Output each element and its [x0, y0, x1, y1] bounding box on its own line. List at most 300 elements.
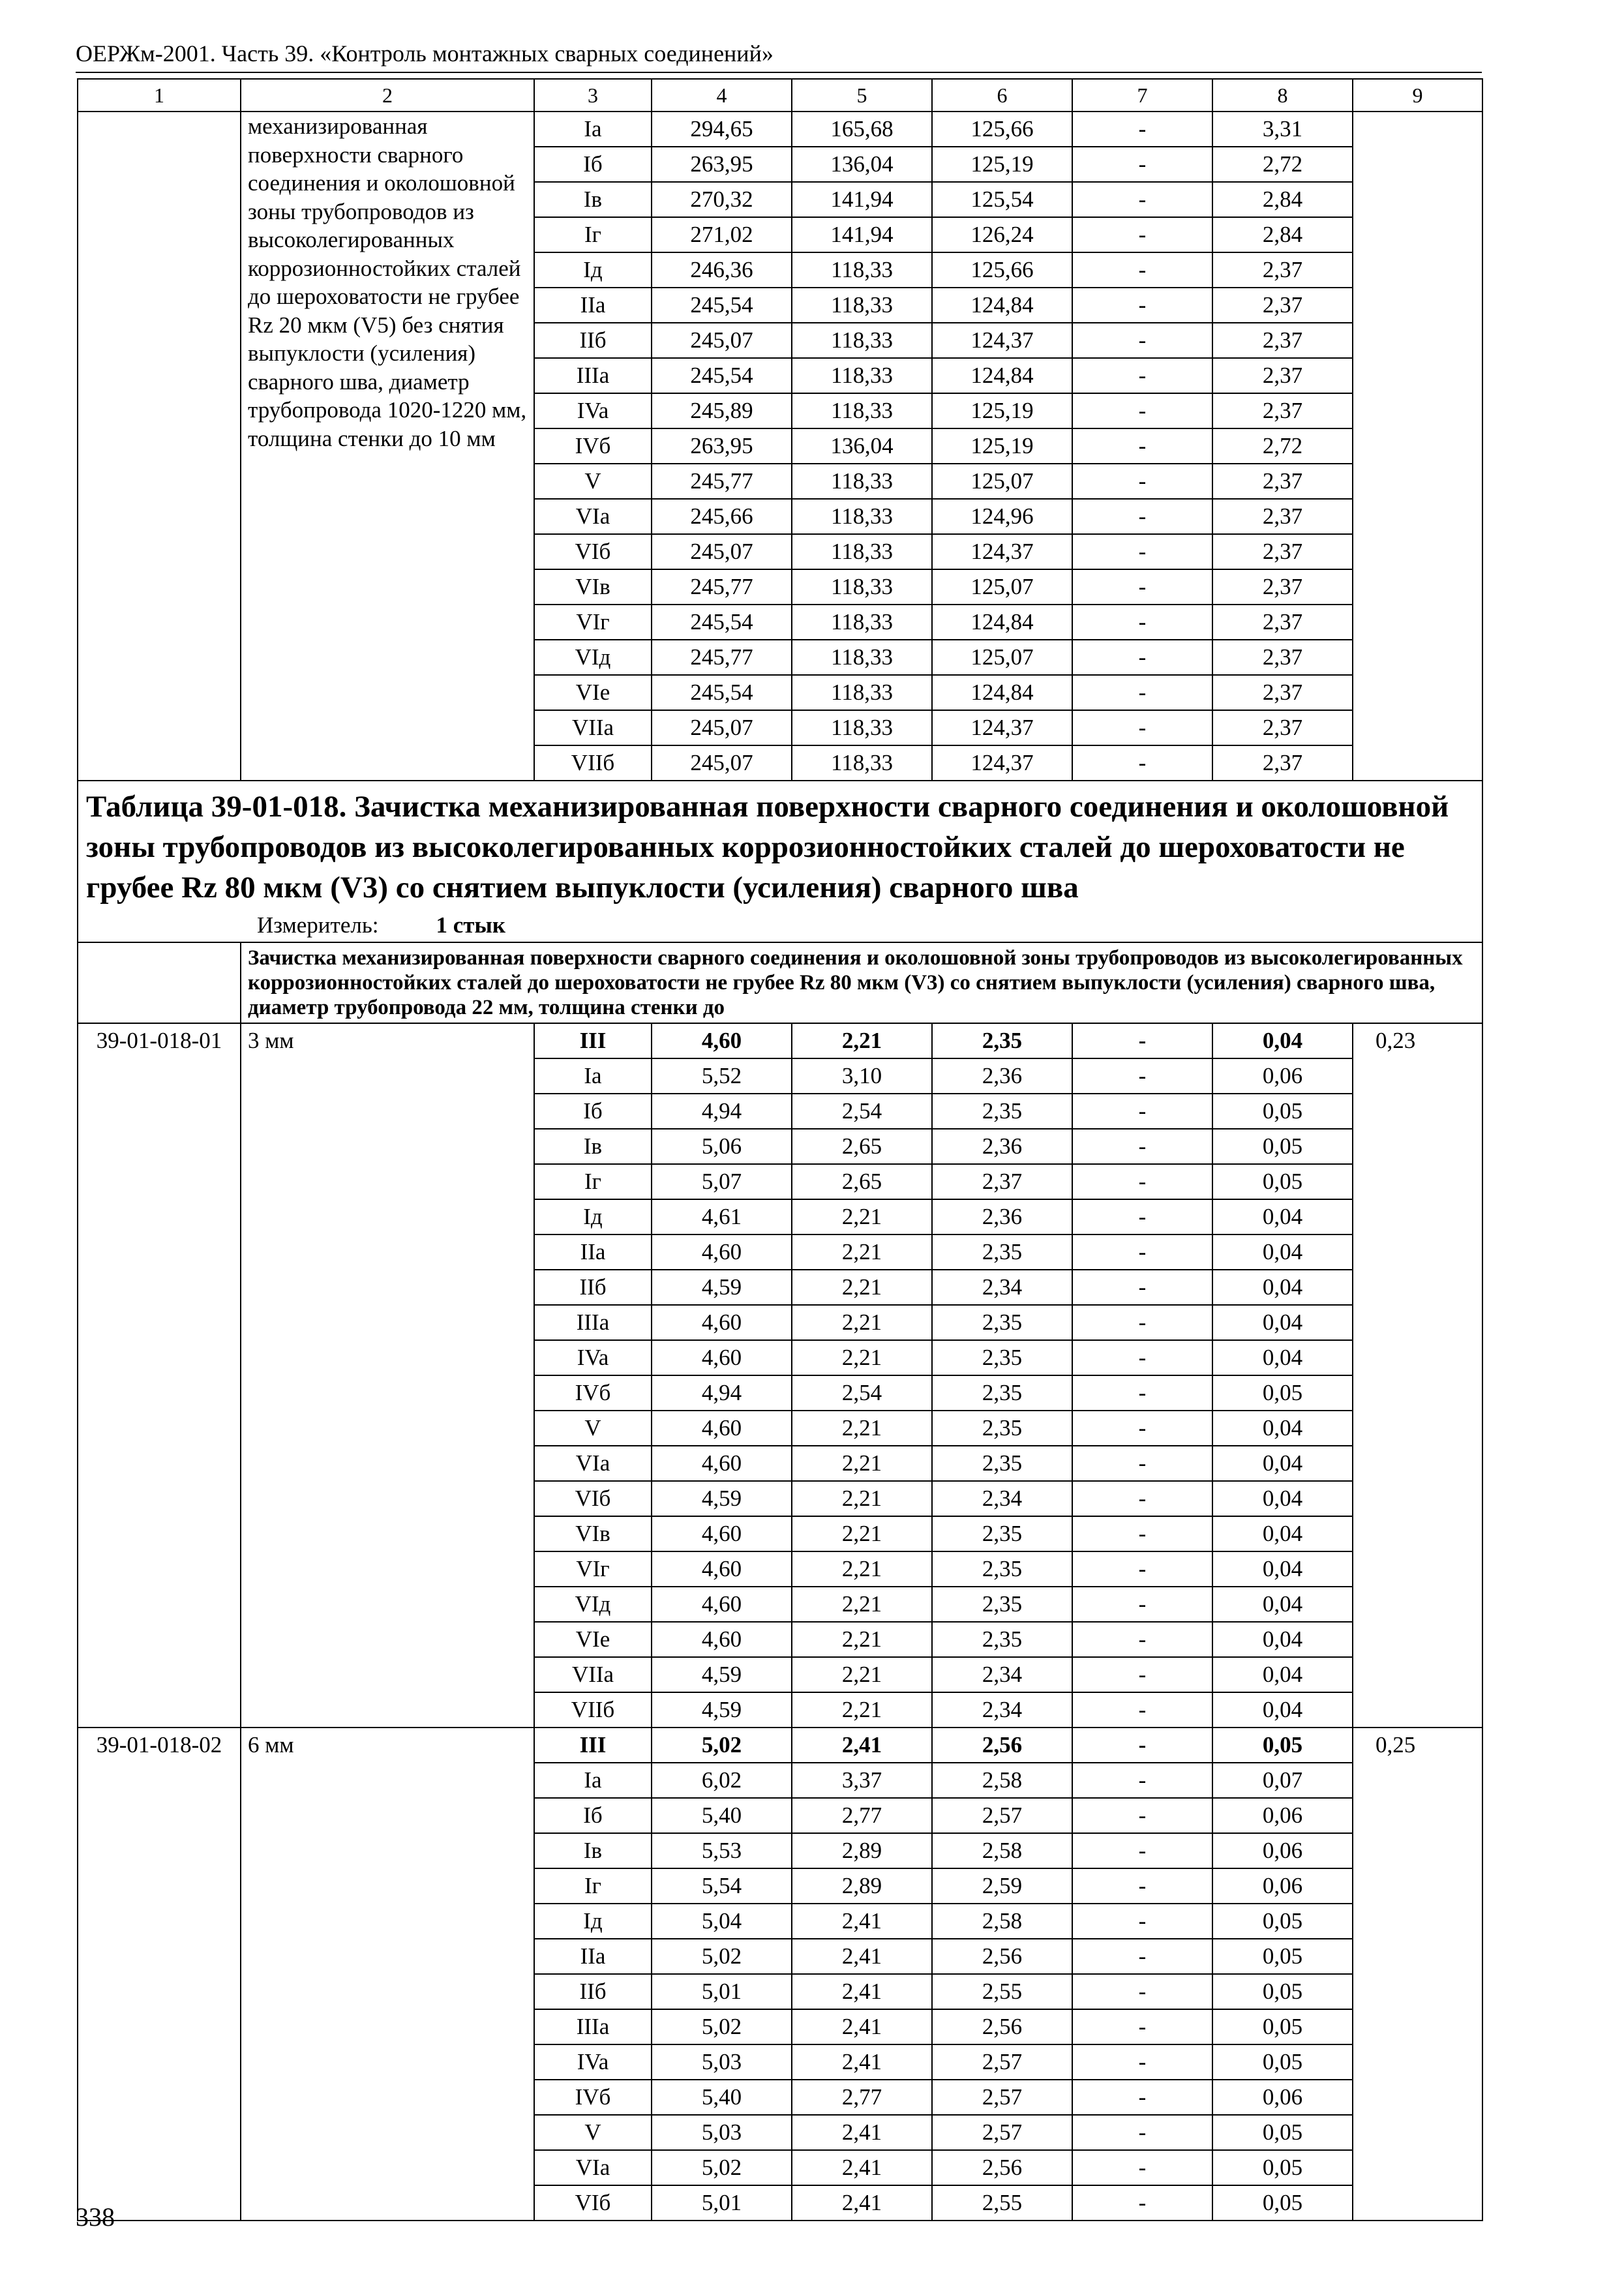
- operator-wage: -: [1072, 1622, 1212, 1657]
- column-number-row: [78, 79, 1482, 112]
- total-cost: 5,01: [652, 2185, 792, 2221]
- resource-code: IVa: [534, 1340, 652, 1375]
- material-cost: 0,05: [1212, 2150, 1353, 2185]
- machine-cost: 125,54: [932, 182, 1072, 217]
- material-cost: 0,04: [1212, 1481, 1353, 1516]
- total-cost: 4,60: [652, 1023, 792, 1058]
- machine-cost: 124,84: [932, 358, 1072, 393]
- resource-code: Iд: [534, 1199, 652, 1234]
- total-cost: 263,95: [652, 428, 792, 464]
- total-cost: 4,61: [652, 1199, 792, 1234]
- column-number: 6: [932, 79, 1072, 112]
- table-title: Таблица 39-01-018. Зачистка механизированная поверхности сварного соединения и околошовной зоны трубопроводов из высоколегированных коррозионностойких сталей до шероховатости не грубее Rz 80 мкм (V3) со снятием выпуклости (усиления) сварного шва: [86, 790, 1449, 905]
- operator-wage: -: [1072, 1833, 1212, 1868]
- column-number: 3: [534, 79, 652, 112]
- material-cost: 2,37: [1212, 745, 1353, 781]
- material-cost: 0,05: [1212, 1094, 1353, 1129]
- wage-cost: 2,54: [792, 1094, 932, 1129]
- machine-cost: 2,35: [932, 1023, 1072, 1058]
- total-cost: 245,77: [652, 640, 792, 675]
- operator-wage: -: [1072, 428, 1212, 464]
- total-cost: 4,94: [652, 1094, 792, 1129]
- wage-cost: 2,77: [792, 1798, 932, 1833]
- material-cost: 2,37: [1212, 323, 1353, 358]
- header-rule: [76, 72, 1482, 73]
- operator-wage: -: [1072, 1763, 1212, 1798]
- wage-cost: 2,41: [792, 2185, 932, 2221]
- wage-cost: 118,33: [792, 288, 932, 323]
- material-cost: 0,05: [1212, 2185, 1353, 2221]
- machine-cost: 2,56: [932, 1728, 1072, 1763]
- material-cost: 0,05: [1212, 2044, 1353, 2080]
- machine-cost: 124,37: [932, 710, 1072, 745]
- machine-cost: 2,58: [932, 1763, 1072, 1798]
- wage-cost: 2,21: [792, 1199, 932, 1234]
- operator-wage: -: [1072, 675, 1212, 710]
- material-cost: 2,37: [1212, 569, 1353, 605]
- resource-code: V: [534, 2115, 652, 2150]
- total-cost: 245,54: [652, 605, 792, 640]
- total-cost: 5,04: [652, 1904, 792, 1939]
- total-cost: 4,60: [652, 1446, 792, 1481]
- machine-cost: 2,36: [932, 1129, 1072, 1164]
- total-cost: 4,59: [652, 1270, 792, 1305]
- resource-code: IVa: [534, 2044, 652, 2080]
- rates-table: [77, 78, 1483, 2221]
- material-cost: 0,04: [1212, 1199, 1353, 1234]
- machine-cost: 2,58: [932, 1904, 1072, 1939]
- machine-cost: 2,35: [932, 1516, 1072, 1551]
- wage-cost: 118,33: [792, 605, 932, 640]
- material-cost: 2,37: [1212, 534, 1353, 569]
- operator-wage: -: [1072, 2115, 1212, 2150]
- total-cost: 294,65: [652, 112, 792, 147]
- wage-cost: 141,94: [792, 182, 932, 217]
- material-cost: 0,05: [1212, 1375, 1353, 1411]
- material-cost: 0,05: [1212, 1164, 1353, 1199]
- total-cost: 4,59: [652, 1657, 792, 1692]
- wage-cost: 118,33: [792, 745, 932, 781]
- total-cost: 263,95: [652, 147, 792, 182]
- code-cell: [78, 942, 241, 1023]
- operator-wage: -: [1072, 217, 1212, 252]
- table-row: [78, 1023, 1482, 1058]
- operator-wage: -: [1072, 393, 1212, 428]
- material-cost: 0,04: [1212, 1340, 1353, 1375]
- operator-wage: -: [1072, 147, 1212, 182]
- material-cost: 2,37: [1212, 358, 1353, 393]
- resource-code: VIб: [534, 2185, 652, 2221]
- operator-wage: -: [1072, 1305, 1212, 1340]
- resource-code: VIд: [534, 1587, 652, 1622]
- resource-code: Iв: [534, 1833, 652, 1868]
- operator-wage: -: [1072, 1375, 1212, 1411]
- wage-cost: 2,21: [792, 1446, 932, 1481]
- resource-code: IVб: [534, 1375, 652, 1411]
- operator-wage: -: [1072, 1974, 1212, 2009]
- material-cost: 2,37: [1212, 499, 1353, 534]
- wage-cost: 118,33: [792, 534, 932, 569]
- material-cost: 0,04: [1212, 1023, 1353, 1058]
- wage-cost: 2,41: [792, 1939, 932, 1974]
- resource-code: Iд: [534, 252, 652, 288]
- total-cost: 245,07: [652, 745, 792, 781]
- operator-wage: -: [1072, 640, 1212, 675]
- machine-cost: 2,36: [932, 1199, 1072, 1234]
- resource-code: IIIa: [534, 358, 652, 393]
- column-number: 4: [652, 79, 792, 112]
- machine-cost: 2,36: [932, 1058, 1072, 1094]
- resource-code: Ia: [534, 112, 652, 147]
- resource-code: VIг: [534, 1551, 652, 1587]
- column-number: 5: [792, 79, 932, 112]
- operator-wage: -: [1072, 1058, 1212, 1094]
- wage-cost: 2,89: [792, 1833, 932, 1868]
- resource-code: VIIa: [534, 710, 652, 745]
- resource-code: V: [534, 1411, 652, 1446]
- machine-cost: 2,35: [932, 1446, 1072, 1481]
- material-cost: 2,37: [1212, 252, 1353, 288]
- operator-wage: -: [1072, 1587, 1212, 1622]
- material-cost: 0,04: [1212, 1692, 1353, 1728]
- total-cost: 5,40: [652, 2080, 792, 2115]
- resource-code: III: [534, 1023, 652, 1058]
- machine-cost: 2,56: [932, 1939, 1072, 1974]
- total-cost: 271,02: [652, 217, 792, 252]
- material-cost: 0,06: [1212, 2080, 1353, 2115]
- resource-code: VIг: [534, 605, 652, 640]
- material-cost: 0,07: [1212, 1763, 1353, 1798]
- wage-cost: 3,37: [792, 1763, 932, 1798]
- machine-cost: 2,35: [932, 1340, 1072, 1375]
- operator-wage: -: [1072, 1234, 1212, 1270]
- material-cost: 0,06: [1212, 1798, 1353, 1833]
- machine-cost: 2,35: [932, 1375, 1072, 1411]
- machine-cost: 2,35: [932, 1305, 1072, 1340]
- operator-wage: -: [1072, 1129, 1212, 1164]
- machine-cost: 2,55: [932, 1974, 1072, 2009]
- operator-wage: -: [1072, 112, 1212, 147]
- total-cost: 246,36: [652, 252, 792, 288]
- total-cost: 245,07: [652, 323, 792, 358]
- total-cost: 5,54: [652, 1868, 792, 1904]
- material-cost: 0,05: [1212, 1974, 1353, 2009]
- machine-cost: 2,37: [932, 1164, 1072, 1199]
- table-subdescription: Зачистка механизированная поверхности сварного соединения и околошовной зоны трубопроводов из высоколегированных коррозионностойких сталей до шероховатости не грубее Rz 80 мкм (V3) со снятием выпуклости (усиления) сварного шва, диаметр трубопровода 22 мм, толщина стенки до: [241, 942, 1482, 1023]
- wage-cost: 118,33: [792, 640, 932, 675]
- wage-cost: 2,41: [792, 2044, 932, 2080]
- wage-cost: 2,65: [792, 1129, 932, 1164]
- operator-wage: -: [1072, 2009, 1212, 2044]
- material-cost: 2,37: [1212, 605, 1353, 640]
- operator-wage: -: [1072, 1164, 1212, 1199]
- wage-cost: 2,89: [792, 1868, 932, 1904]
- wage-cost: 2,21: [792, 1411, 932, 1446]
- machine-cost: 124,84: [932, 675, 1072, 710]
- resource-code: Ia: [534, 1058, 652, 1094]
- wage-cost: 118,33: [792, 675, 932, 710]
- column-number: 1: [78, 79, 241, 112]
- resource-code: Iб: [534, 1798, 652, 1833]
- material-cost: 0,04: [1212, 1446, 1353, 1481]
- machine-cost: 2,57: [932, 2080, 1072, 2115]
- machine-cost: 125,66: [932, 252, 1072, 288]
- table-title-row: [78, 781, 1482, 942]
- resource-code: IIIa: [534, 1305, 652, 1340]
- operator-wage: -: [1072, 2044, 1212, 2080]
- operator-wage: -: [1072, 358, 1212, 393]
- total-cost: 4,60: [652, 1622, 792, 1657]
- machine-cost: 2,34: [932, 1657, 1072, 1692]
- machine-cost: 2,35: [932, 1622, 1072, 1657]
- operator-wage: -: [1072, 464, 1212, 499]
- material-cost: 0,06: [1212, 1868, 1353, 1904]
- operator-wage: -: [1072, 1446, 1212, 1481]
- total-cost: 5,06: [652, 1129, 792, 1164]
- resource-code: IIa: [534, 1234, 652, 1270]
- material-cost: 2,72: [1212, 428, 1353, 464]
- machine-cost: 2,35: [932, 1551, 1072, 1587]
- operator-wage: -: [1072, 1199, 1212, 1234]
- total-cost: 245,07: [652, 534, 792, 569]
- resource-code: VIa: [534, 2150, 652, 2185]
- material-cost: 2,37: [1212, 710, 1353, 745]
- total-cost: 4,59: [652, 1481, 792, 1516]
- resource-code: Iб: [534, 147, 652, 182]
- total-cost: 5,52: [652, 1058, 792, 1094]
- material-cost: 0,04: [1212, 1234, 1353, 1270]
- machine-cost: 2,55: [932, 2185, 1072, 2221]
- item-wall-thickness: 6 мм: [241, 1728, 534, 2221]
- resource-code: III: [534, 1728, 652, 1763]
- resource-code: Iд: [534, 1904, 652, 1939]
- total-cost: 5,02: [652, 2009, 792, 2044]
- operator-wage: -: [1072, 710, 1212, 745]
- page-number: 338: [76, 2202, 115, 2232]
- resource-code: VIIб: [534, 745, 652, 781]
- total-cost: 4,60: [652, 1305, 792, 1340]
- wage-cost: 3,10: [792, 1058, 932, 1094]
- machine-cost: 125,07: [932, 569, 1072, 605]
- machine-cost: 2,59: [932, 1868, 1072, 1904]
- material-cost: 0,05: [1212, 2115, 1353, 2150]
- material-cost: 0,04: [1212, 1622, 1353, 1657]
- material-cost: 0,04: [1212, 1516, 1353, 1551]
- total-cost: 245,77: [652, 569, 792, 605]
- resource-code: IIa: [534, 1939, 652, 1974]
- resource-code: VIIб: [534, 1692, 652, 1728]
- wage-cost: 2,54: [792, 1375, 932, 1411]
- wage-cost: 118,33: [792, 710, 932, 745]
- machine-cost: 125,19: [932, 428, 1072, 464]
- resource-code: Iв: [534, 1129, 652, 1164]
- material-cost: 2,84: [1212, 217, 1353, 252]
- material-cost: 0,05: [1212, 1129, 1353, 1164]
- wage-cost: 118,33: [792, 569, 932, 605]
- machine-cost: 124,37: [932, 534, 1072, 569]
- material-cost: 2,37: [1212, 393, 1353, 428]
- material-cost: 2,37: [1212, 640, 1353, 675]
- material-cost: 3,31: [1212, 112, 1353, 147]
- machine-cost: 124,37: [932, 745, 1072, 781]
- wage-cost: 118,33: [792, 323, 932, 358]
- wage-cost: 118,33: [792, 252, 932, 288]
- total-cost: 4,60: [652, 1411, 792, 1446]
- material-cost: 2,37: [1212, 464, 1353, 499]
- machine-cost: 124,84: [932, 605, 1072, 640]
- resource-code: IIб: [534, 1974, 652, 2009]
- machine-cost: 2,57: [932, 2115, 1072, 2150]
- resource-code: VIe: [534, 675, 652, 710]
- material-cost: 0,04: [1212, 1305, 1353, 1340]
- resource-code: Iв: [534, 182, 652, 217]
- operator-wage: -: [1072, 1481, 1212, 1516]
- total-cost: 245,89: [652, 393, 792, 428]
- total-cost: 245,07: [652, 710, 792, 745]
- machine-cost: 2,35: [932, 1234, 1072, 1270]
- machine-cost: 124,37: [932, 323, 1072, 358]
- total-cost: 5,02: [652, 1939, 792, 1974]
- machine-cost: 2,34: [932, 1692, 1072, 1728]
- wage-cost: 2,21: [792, 1516, 932, 1551]
- wage-cost: 2,21: [792, 1551, 932, 1587]
- total-cost: 245,54: [652, 358, 792, 393]
- total-cost: 5,07: [652, 1164, 792, 1199]
- operator-wage: -: [1072, 745, 1212, 781]
- total-cost: 245,54: [652, 675, 792, 710]
- total-cost: 4,60: [652, 1516, 792, 1551]
- total-cost: 4,94: [652, 1375, 792, 1411]
- machine-cost: 125,66: [932, 112, 1072, 147]
- operator-wage: -: [1072, 1340, 1212, 1375]
- column-number: 2: [241, 79, 534, 112]
- machine-cost: 125,07: [932, 640, 1072, 675]
- operator-wage: -: [1072, 1516, 1212, 1551]
- wage-cost: 2,21: [792, 1234, 932, 1270]
- operator-wage: -: [1072, 288, 1212, 323]
- operator-wage: -: [1072, 569, 1212, 605]
- machine-cost: 125,19: [932, 393, 1072, 428]
- column-number: 8: [1212, 79, 1353, 112]
- total-cost: 6,02: [652, 1763, 792, 1798]
- material-cost: 2,72: [1212, 147, 1353, 182]
- operator-wage: -: [1072, 1868, 1212, 1904]
- total-cost: 5,03: [652, 2115, 792, 2150]
- machine-cost: 2,58: [932, 1833, 1072, 1868]
- operator-wage: -: [1072, 1270, 1212, 1305]
- operator-wage: -: [1072, 1551, 1212, 1587]
- item-wall-thickness: 3 мм: [241, 1023, 534, 1728]
- item-code: 39-01-018-01: [78, 1023, 241, 1728]
- material-cost: 0,05: [1212, 1939, 1353, 1974]
- material-cost: 0,05: [1212, 1904, 1353, 1939]
- wage-cost: 2,21: [792, 1481, 932, 1516]
- total-cost: 5,40: [652, 1798, 792, 1833]
- wage-cost: 2,21: [792, 1270, 932, 1305]
- operator-wage: -: [1072, 605, 1212, 640]
- material-cost: 2,84: [1212, 182, 1353, 217]
- wage-cost: 2,41: [792, 2150, 932, 2185]
- machine-cost: 2,35: [932, 1094, 1072, 1129]
- resource-code: IVб: [534, 2080, 652, 2115]
- operator-wage: -: [1072, 1728, 1212, 1763]
- resource-code: Ia: [534, 1763, 652, 1798]
- wage-cost: 136,04: [792, 428, 932, 464]
- wage-cost: 118,33: [792, 499, 932, 534]
- total-cost: 5,02: [652, 1728, 792, 1763]
- total-cost: 5,01: [652, 1974, 792, 2009]
- column-number: 9: [1353, 79, 1482, 112]
- table-title-cell: [78, 781, 1482, 942]
- resource-code: IVa: [534, 393, 652, 428]
- operator-wage: -: [1072, 2185, 1212, 2221]
- operator-wage: -: [1072, 252, 1212, 288]
- subdescription-row: [78, 942, 1482, 1023]
- wage-cost: 2,41: [792, 2009, 932, 2044]
- operator-wage: -: [1072, 499, 1212, 534]
- rate-cell: [1353, 112, 1482, 781]
- resource-code: VIa: [534, 1446, 652, 1481]
- machine-cost: 2,56: [932, 2009, 1072, 2044]
- material-cost: 2,37: [1212, 675, 1353, 710]
- wage-cost: 2,21: [792, 1340, 932, 1375]
- wage-cost: 2,65: [792, 1164, 932, 1199]
- wage-cost: 2,21: [792, 1023, 932, 1058]
- resource-code: VIв: [534, 1516, 652, 1551]
- item-labor-rate: 0,25: [1353, 1728, 1482, 2221]
- machine-cost: 125,07: [932, 464, 1072, 499]
- material-cost: 0,05: [1212, 1728, 1353, 1763]
- total-cost: 270,32: [652, 182, 792, 217]
- work-description: механизированная поверхности сварного соединения и околошовной зоны трубопроводов из высоколегированных коррозионностойких сталей до шероховатости не грубее Rz 20 мкм (V5) без снятия выпуклости (усиления) сварного шва, диаметр трубопровода 1020-1220 мм, толщина стенки до 10 мм: [241, 112, 534, 781]
- material-cost: 0,05: [1212, 2009, 1353, 2044]
- measure-value: 1 стык: [436, 912, 505, 938]
- resource-code: IIб: [534, 323, 652, 358]
- table-row: [78, 112, 1482, 147]
- total-cost: 5,53: [652, 1833, 792, 1868]
- resource-code: IIa: [534, 288, 652, 323]
- code-cell: [78, 112, 241, 781]
- resource-code: VIв: [534, 569, 652, 605]
- item-code: 39-01-018-02: [78, 1728, 241, 2221]
- operator-wage: -: [1072, 1798, 1212, 1833]
- operator-wage: -: [1072, 1657, 1212, 1692]
- material-cost: 0,04: [1212, 1551, 1353, 1587]
- operator-wage: -: [1072, 1904, 1212, 1939]
- resource-code: Iб: [534, 1094, 652, 1129]
- wage-cost: 2,41: [792, 2115, 932, 2150]
- column-number: 7: [1072, 79, 1212, 112]
- machine-cost: 2,34: [932, 1270, 1072, 1305]
- total-cost: 4,60: [652, 1234, 792, 1270]
- wage-cost: 2,21: [792, 1657, 932, 1692]
- material-cost: 2,37: [1212, 288, 1353, 323]
- total-cost: 245,54: [652, 288, 792, 323]
- material-cost: 0,04: [1212, 1657, 1353, 1692]
- operator-wage: -: [1072, 182, 1212, 217]
- resource-code: VIд: [534, 640, 652, 675]
- total-cost: 245,77: [652, 464, 792, 499]
- operator-wage: -: [1072, 2150, 1212, 2185]
- resource-code: V: [534, 464, 652, 499]
- total-cost: 5,03: [652, 2044, 792, 2080]
- wage-cost: 118,33: [792, 464, 932, 499]
- wage-cost: 2,41: [792, 1728, 932, 1763]
- total-cost: 4,59: [652, 1692, 792, 1728]
- resource-code: IVб: [534, 428, 652, 464]
- machine-cost: 124,96: [932, 499, 1072, 534]
- table-row: [78, 1728, 1482, 1763]
